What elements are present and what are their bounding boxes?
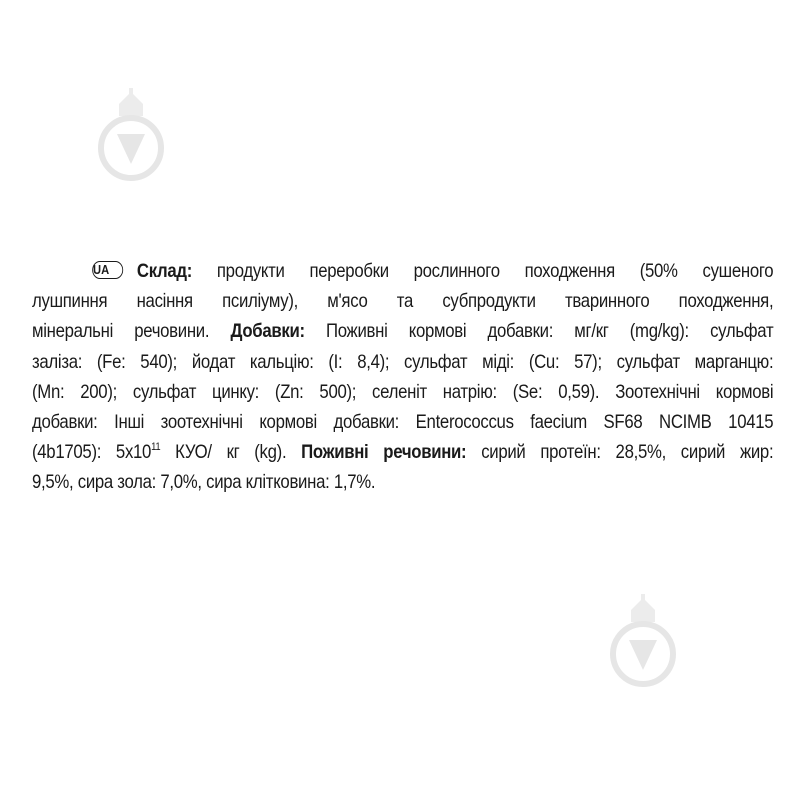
composition-line-4: заліза: (Fe: 540); йодат кальцію: (I: 8,4); сульфат міді: (Cu: 57); сульфат марганцю: <box>32 350 774 373</box>
country-code-badge: UA <box>92 261 123 279</box>
watermark-logo-icon <box>96 86 166 196</box>
composition-line-6: добавки: Інші зоотехнічні кормові добавки: Enterococcus faecium SF68 NCIMB 10415 <box>32 410 774 433</box>
composition-line-8: 9,5%, сира зола: 7,0%, сира клітковина: 1,7%. <box>32 471 376 494</box>
watermark-logo-icon <box>608 592 678 702</box>
nutrients-heading: Поживні речовини: <box>301 441 467 464</box>
composition-heading: Склад: <box>136 260 193 282</box>
additives-heading: Добавки: <box>230 320 305 343</box>
composition-line-5: (Mn: 200); сульфат цинку: (Zn: 500); селеніт натрію: (Se: 0,59). Зоотехнічні кормові <box>32 380 774 403</box>
composition-line-3: мінеральні речовини. Добавки: Поживні кормові добавки: мг/кг (mg/kg): сульфат <box>32 320 774 343</box>
composition-text-block <box>32 256 773 498</box>
composition-line-1: UA Склад: продукти переробки рослинного походження (50% сушеного <box>93 260 774 282</box>
composition-line-2: лушпиння насіння псиліуму), м'ясо та субпродукти тваринного походження, <box>32 290 774 313</box>
composition-line-7: (4b1705): $5x10^{11}$ КУО/ кг (kg). Поживні речовини: сирий протеїн: 28,5%, сирий жир: <box>32 441 774 464</box>
